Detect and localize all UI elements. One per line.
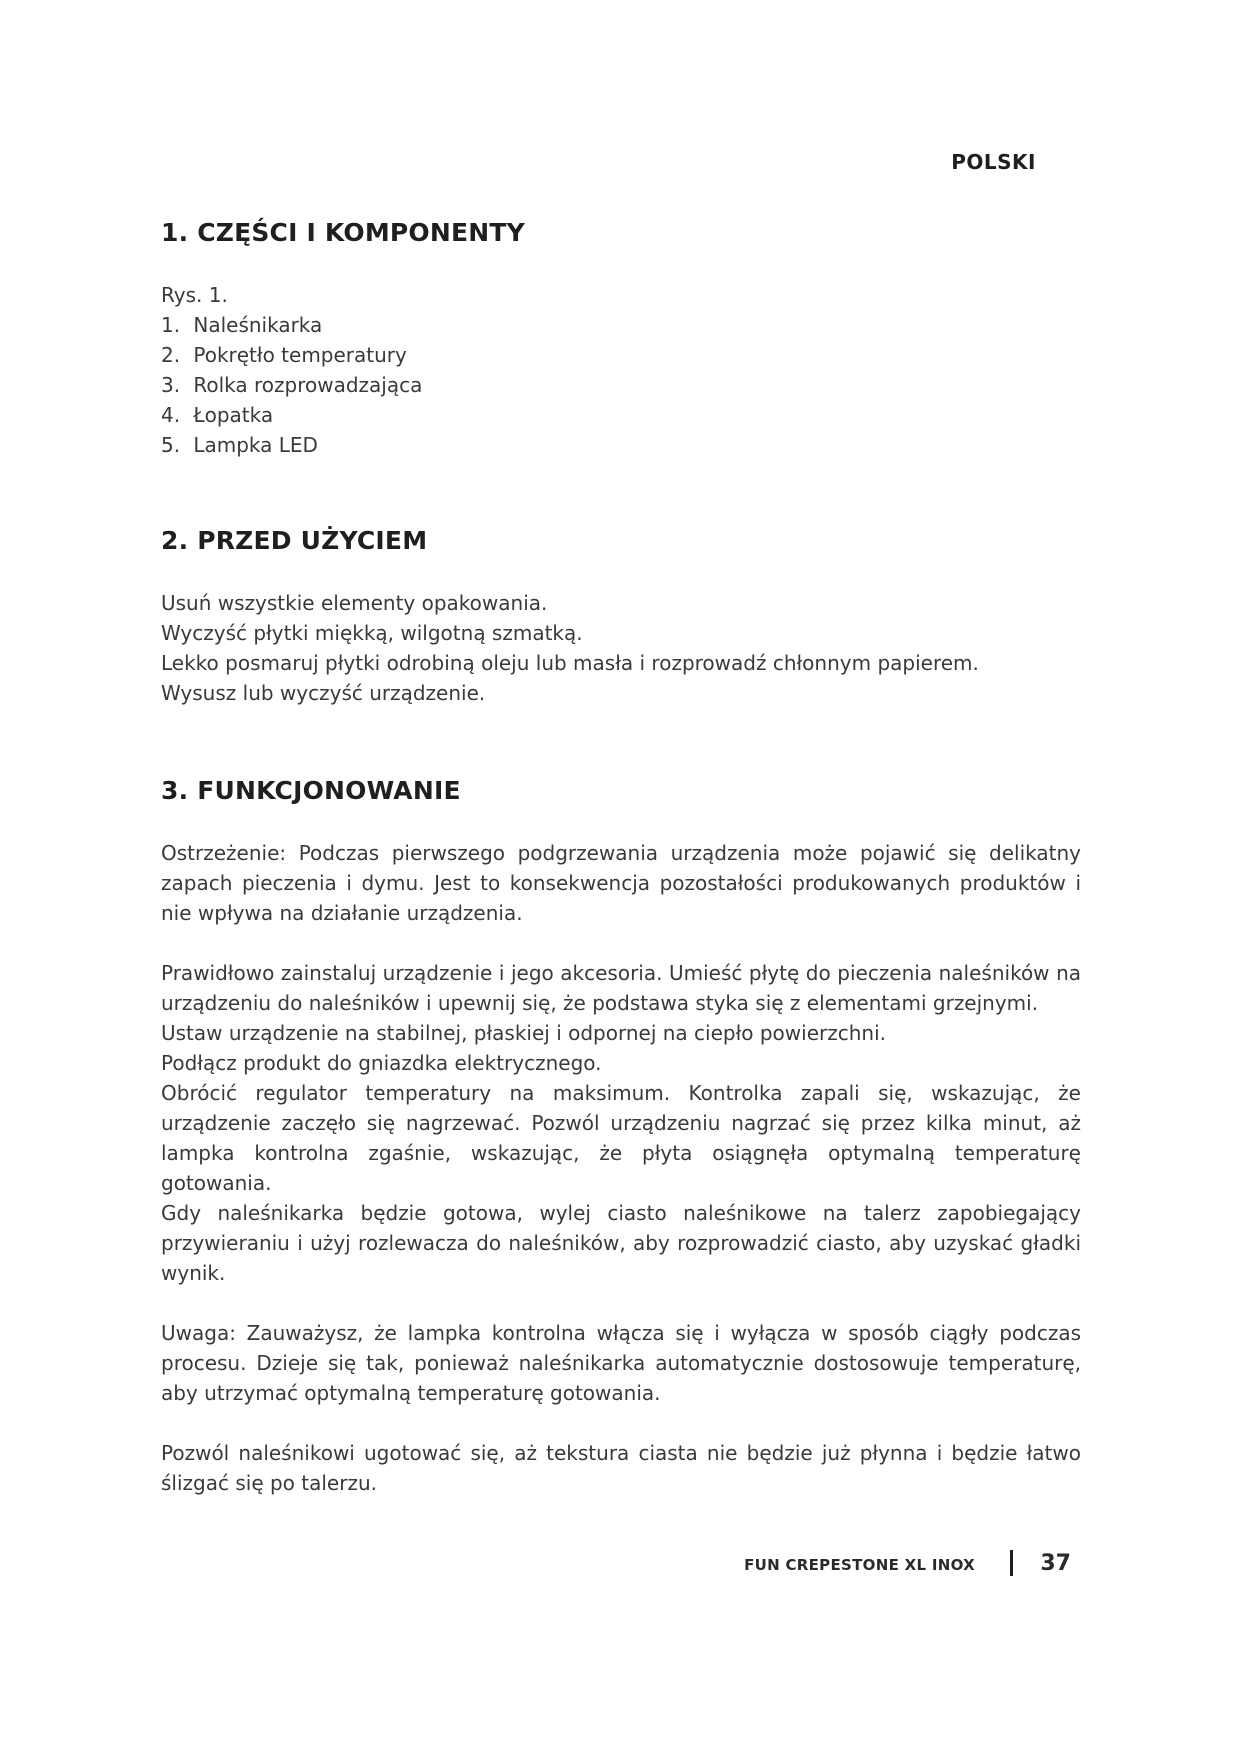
install-paragraph: Prawidłowo zainstaluj urządzenie i jego akcesoria. Umieść płytę do pieczenia naleśników na urządzeniu do naleśników i upewnij się, że podstawa styka się z elementami grzejnymi.	[161, 961, 1081, 1015]
section-before-use	[161, 526, 1081, 708]
list-item-label: Rolka rozprowadzająca	[193, 373, 423, 397]
list-item	[161, 310, 1081, 340]
plug-in-line: Podłącz produkt do gniazdka elektrycznego.	[161, 1051, 602, 1075]
list-item-label: Pokrętło temperatury	[193, 343, 407, 367]
section-operation	[161, 776, 1081, 1498]
batter-paragraph: Gdy naleśnikarka będzie gotowa, wylej ciasto naleśnikowe na talerz zapobiegający przywieraniu i użyj rozlewacza do naleśników, aby rozprowadzić ciasto, aby uzyskać gładki wynik.	[161, 1201, 1081, 1285]
footer-divider	[1010, 1550, 1013, 1576]
language-label: POLSKI	[951, 150, 1036, 174]
parts-list	[161, 280, 1081, 460]
section-title-parts: 1. CZĘŚCI I KOMPONENTY	[161, 218, 525, 247]
list-item	[161, 370, 1081, 400]
stable-surface-line: Ustaw urządzenie na stabilnej, płaskiej i odpornej na ciepło powierzchni.	[161, 1021, 886, 1045]
page-footer	[0, 1548, 1241, 1588]
before-use-steps	[161, 588, 1081, 708]
list-item-label: Lampka LED	[193, 433, 318, 457]
list-item	[161, 430, 1081, 460]
section-parts	[161, 218, 1081, 460]
operation-steps	[161, 958, 1081, 1288]
list-item-label: Naleśnikarka	[193, 313, 323, 337]
section-title-before-use: 2. PRZED UŻYCIEM	[161, 526, 428, 555]
list-item	[161, 340, 1081, 370]
list-item-label: Łopatka	[193, 403, 274, 427]
temperature-paragraph: Obrócić regulator temperatury na maksimum. Kontrolka zapali się, wskazując, że urządzenie zaczęło się nagrzewać. Pozwól urządzeniu nagrzać się przez kilka minut, aż lampka kontrolna zgaśnie, wskazując, że płyta osiągnęła optymalną temperaturę gotowania.	[161, 1081, 1081, 1195]
section-title-operation: 3. FUNKCJONOWANIE	[161, 776, 461, 805]
list-item-number: 4.	[161, 403, 181, 427]
page-number: 37	[1040, 1551, 1071, 1576]
warning-paragraph: Ostrzeżenie: Podczas pierwszego podgrzewania urządzenia może pojawić się delikatny zapach pieczenia i dymu. Jest to konsekwencja pozostałości produkowanych produktów i nie wpływa na działanie urządzenia.	[161, 841, 1081, 925]
list-item-number: 5.	[161, 433, 181, 457]
list-item-number: 2.	[161, 343, 181, 367]
instruction-line: Wysusz lub wyczyść urządzenie.	[161, 681, 486, 705]
instruction-line: Lekko posmaruj płytki odrobiną oleju lub masła i rozprowadź chłonnym papierem.	[161, 651, 979, 675]
instruction-line: Wyczyść płytki miękką, wilgotną szmatką.	[161, 621, 583, 645]
figure-reference: Rys. 1.	[161, 283, 228, 307]
list-item-number: 1.	[161, 313, 181, 337]
instruction-line: Usuń wszystkie elementy opakowania.	[161, 591, 548, 615]
list-item-number: 3.	[161, 373, 181, 397]
cooking-paragraph: Pozwól naleśnikowi ugotować się, aż tekstura ciasta nie będzie już płynna i będzie łatwo ślizgać się po talerzu.	[161, 1441, 1081, 1495]
note-paragraph: Uwaga: Zauważysz, że lampka kontrolna włącza się i wyłącza w sposób ciągły podczas procesu. Dzieje się tak, ponieważ naleśnikarka automatycznie dostosowuje temperaturę, aby utrzymać optymalną temperaturę gotowania.	[161, 1321, 1081, 1405]
product-name: FUN CREPESTONE XL INOX	[744, 1556, 975, 1574]
list-item	[161, 400, 1081, 430]
